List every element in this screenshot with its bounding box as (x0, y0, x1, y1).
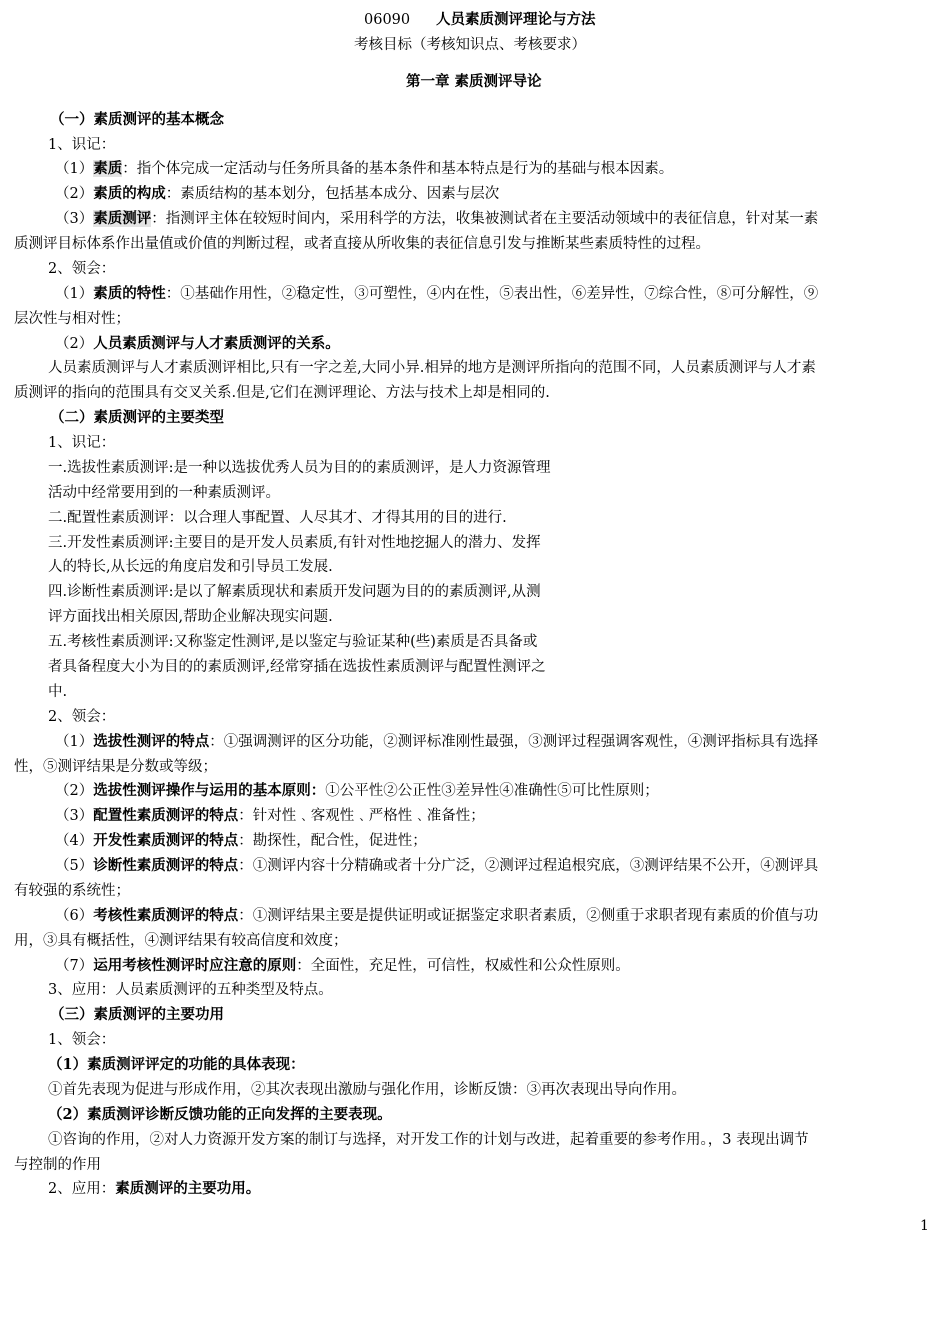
text-segment: ：①基础作用性，②稳定性，③可塑性，④内在性，⑤表出性，⑥差异性，⑦综合性，⑧可分解性，⑨ (165, 286, 819, 302)
text-line (48, 980, 333, 1000)
bold-term: 考核性素质测评的特点 (93, 907, 239, 924)
text-line (55, 209, 818, 229)
chapter-title: 第一章 素质测评导论 (406, 73, 542, 90)
bold-term: 素质 (93, 160, 123, 177)
text-line (48, 458, 551, 478)
text-segment: （1） (55, 161, 94, 177)
course-title: 人员素质测评理论与方法 (436, 11, 596, 28)
text-segment: （2） (55, 783, 94, 799)
text-segment: 1、识记： (48, 137, 116, 153)
text-line (55, 732, 818, 752)
text-segment: ：指测评主体在较短时间内，采用科学的方法，收集被测试者在主要活动领域中的表征信息，针对某一素 (151, 211, 819, 227)
text-segment: 有较强的系统性； (14, 883, 130, 899)
text-segment: 用，③具有概括性，④测评结果有较高信度和效度； (14, 933, 348, 949)
text-line (14, 931, 348, 951)
text-line (48, 1105, 392, 1125)
bold-term: 运用考核性测评时应注意的原则 (93, 957, 297, 974)
text-segment: 性，⑤测评结果是分数或等级； (14, 759, 217, 775)
text-line (48, 582, 541, 602)
text-segment: 三.开发性素质测评:主要目的是开发人员素质,有针对性地挖掘人的潜力、发挥 (48, 535, 541, 551)
text-line (50, 408, 224, 428)
text-line (48, 607, 333, 627)
text-line (48, 483, 280, 503)
text-line (48, 1080, 686, 1100)
text-line (48, 1055, 305, 1075)
text-line (55, 806, 485, 826)
text-line (48, 1030, 115, 1050)
text-segment: 与控制的作用 (14, 1157, 101, 1173)
text-segment: （3） (55, 808, 94, 824)
page-number: 1 (920, 1218, 929, 1234)
course-code: 06090 (364, 12, 411, 28)
bold-term: 配置性素质测评的特点 (93, 807, 239, 824)
text-segment: ：①强调测评的区分功能，②测评标准刚性最强，③测评过程强调客观性，④测评指标具有选择 (209, 734, 819, 750)
bold-term: （1）素质测评评定的功能的具体表现： (48, 1056, 305, 1073)
text-line (14, 309, 130, 329)
text-segment: ①公平性②公正性③差异性④准确性⑤可比性原则； (325, 783, 659, 799)
text-line (48, 632, 537, 652)
text-line (55, 831, 427, 851)
text-segment: 二.配置性素质测评：以合理人事配置、人尽其才、才得其用的目的进行. (48, 510, 507, 526)
text-segment: 五.考核性素质测评:又称鉴定性测评,是以鉴定与验证某种(些)素质是否具备或 (48, 634, 538, 650)
bold-term: 选拔性测评的特点 (93, 733, 210, 750)
text-segment: 四.诊断性素质测评:是以了解素质现状和素质开发问题为目的的素质测评,从测 (48, 584, 541, 600)
text-segment: 2、领会： (48, 709, 116, 725)
text-segment: （7） (55, 958, 94, 974)
text-segment: ：全面性，充足性，可信性，权威性和公众性原则。 (296, 958, 630, 974)
text-line (50, 1005, 224, 1025)
text-segment: 人的特长,从长远的角度启发和引导员工发展. (48, 559, 333, 575)
text-segment: ：素质结构的基本划分，包括基本成分、因素与层次 (165, 186, 500, 202)
text-line (48, 557, 333, 577)
bold-term: （一）素质测评的基本概念 (50, 111, 224, 128)
text-line (48, 135, 115, 155)
text-segment: （6） (55, 908, 94, 924)
text-segment: 1、领会： (48, 1032, 116, 1048)
text-segment: 质测评的指向的范围具有交叉关系.但是,它们在测评理论、方法与技术上却是相同的. (14, 385, 550, 401)
text-segment: 中. (48, 684, 68, 700)
text-line (48, 1130, 809, 1150)
text-segment: （1） (55, 734, 94, 750)
text-segment: （2） (55, 336, 94, 352)
text-segment: 1、识记： (48, 435, 116, 451)
bold-term: 开发性素质测评的特点 (93, 832, 239, 849)
text-segment: 2、应用： (48, 1181, 116, 1197)
text-line (48, 1179, 260, 1199)
text-line (55, 184, 499, 204)
text-line (55, 856, 818, 876)
text-line (55, 906, 818, 926)
text-segment: （1） (55, 286, 94, 302)
bold-term: （二）素质测评的主要类型 (50, 409, 224, 426)
text-line (50, 110, 224, 130)
bold-term: 选拔性测评操作与运用的基本原则： (93, 782, 326, 799)
text-segment: （5） (55, 858, 94, 874)
bold-term: 素质测评的主要功用。 (115, 1180, 261, 1197)
bold-term: 素质的特性 (93, 285, 166, 302)
text-line (14, 881, 130, 901)
text-segment: 2、领会： (48, 261, 116, 277)
bold-term: 素质测评 (93, 210, 152, 227)
text-segment: 评方面找出相关原因,帮助企业解决现实问题. (48, 609, 333, 625)
text-segment: ①首先表现为促进与形成作用，②其次表现出激励与强化作用，诊断反馈：③再次表现出导向作用。 (48, 1082, 686, 1098)
text-segment: 活动中经常要用到的一种素质测评。 (48, 485, 280, 501)
text-line (48, 259, 115, 279)
bold-term: 人员素质测评与人才素质测评的关系。 (93, 335, 340, 352)
bold-term: 素质的构成 (93, 185, 166, 202)
text-line (14, 383, 550, 403)
text-line (55, 284, 818, 304)
bold-term: 诊断性素质测评的特点 (93, 857, 239, 874)
text-segment: ：①测评内容十分精确或者十分广泛，②测评过程追根究底，③测评结果不公开，④测评具 (238, 858, 819, 874)
text-segment: （4） (55, 833, 94, 849)
text-line (48, 508, 507, 528)
bold-term: （2）素质测评诊断反馈功能的正向发挥的主要表现。 (48, 1106, 392, 1123)
text-line (55, 781, 659, 801)
text-segment: 质测评目标体系作出量值或价值的判断过程，或者直接从所收集的表征信息引发与推断某些素质特性的过程。 (14, 236, 710, 252)
text-line (48, 358, 816, 378)
text-segment: ：①测评结果主要是提供证明或证据鉴定求职者素质，②侧重于求职者现有素质的价值与功 (238, 908, 819, 924)
text-segment: 3、应用：人员素质测评的五种类型及特点。 (48, 982, 333, 998)
text-line (14, 757, 217, 777)
text-line (48, 533, 541, 553)
text-line (48, 433, 115, 453)
text-line (48, 657, 546, 677)
text-segment: 层次性与相对性； (14, 311, 130, 327)
text-segment: ：指个体完成一定活动与任务所具备的基本条件和基本特点是行为的基础与根本因素。 (122, 161, 674, 177)
text-segment: ：针对性﹑客观性﹑严格性﹑准备性； (238, 808, 485, 824)
text-segment: （2） (55, 186, 94, 202)
text-line (48, 682, 67, 702)
text-segment: ①咨询的作用，②对人力资源开发方案的制订与选择，对开发工作的计划与改进，起着重要的参考作用。，3 表现出调节 (48, 1132, 809, 1148)
text-line (14, 234, 710, 254)
text-line (55, 159, 673, 179)
bold-term: （三）素质测评的主要功用 (50, 1006, 224, 1023)
document-subtitle: 考核目标（考核知识点、考核要求） (354, 37, 586, 53)
text-line (48, 707, 115, 727)
text-line (14, 1155, 101, 1175)
text-segment: （3） (55, 211, 94, 227)
text-segment: 一.选拔性素质测评:是一种以选拔优秀人员为目的的素质测评，是人力资源管理 (48, 460, 551, 476)
text-segment: ：勘探性，配合性，促进性； (238, 833, 427, 849)
text-line (55, 334, 340, 354)
text-line (55, 956, 630, 976)
text-segment: 者具备程度大小为目的的素质测评,经常穿插在选拔性素质测评与配置性测评之 (48, 659, 546, 675)
text-segment: 人员素质测评与人才素质测评相比,只有一字之差,大同小异.相异的地方是测评所指向的范围不同，人员素质测评与人才素 (48, 360, 816, 376)
